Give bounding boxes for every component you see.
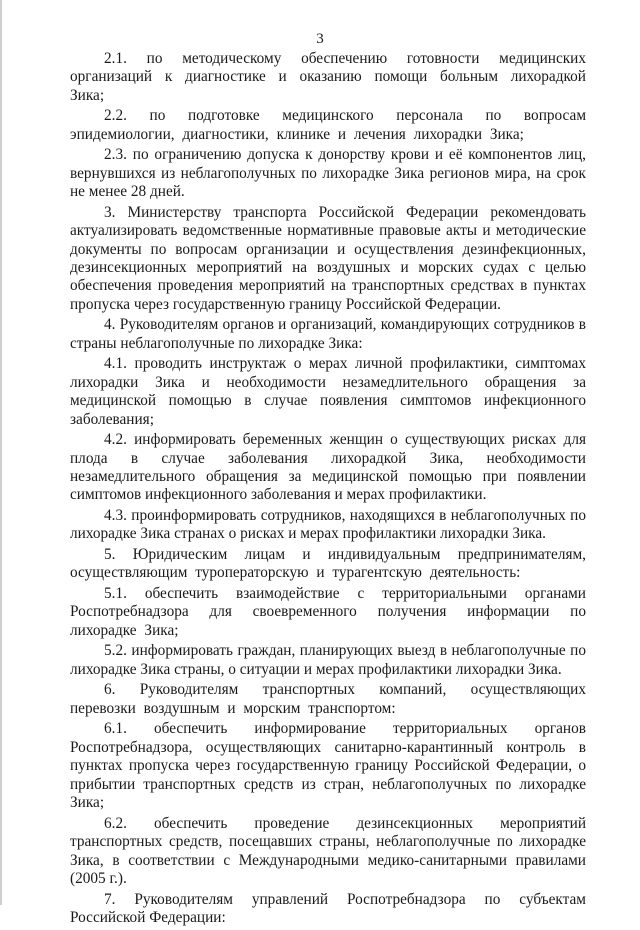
paragraph-2-3: 2.3. по ограничению допуска к донорству крови и её компонентов лиц, вернувшихся из неблагополучных по лихорадке Зика регионов мира, на срок не менее 28 дней. xyxy=(70,146,586,201)
paragraph-7: 7. Руководителям управлений Роспотребнадзора по субъектам Российской Федерации: xyxy=(70,890,586,926)
paragraph-6-2: 6.2. обеспечить проведение дезинсекционных мероприятий транспортных средств, посещавших страны, неблагополучные по лихорадке Зика, в соответствии с Международными медико-санитарными правилами (2005 г.). xyxy=(70,814,586,887)
paragraph-4-3: 4.3. проинформировать сотрудников, находящихся в неблагополучных по лихорадке Зика странах о рисках и мерах профилактики лихорадки Зика. xyxy=(70,507,586,543)
paragraph-4: 4. Руководителям органов и организаций, командирующих сотрудников в страны неблагополучные по лихорадке Зика: xyxy=(70,316,586,352)
page-number: 3 xyxy=(316,31,324,47)
paragraph-2-1: 2.1. по методическому обеспечению готовности медицинских организаций к диагностике и оказанию помощи больным лихорадкой Зика; xyxy=(70,50,586,104)
paragraph-4-2: 4.2. информировать беременных женщин о существующих рисках для плода в случае заболевания лихорадкой Зика, необходимости незамедлительного обращения за медицинской помощью при появлении симптомов инфекционного заболевания и мерах профилактики. xyxy=(70,431,586,504)
paragraph-2-2: 2.2. по подготовке медицинского персонала по вопросам эпидемиологии, диагностики, клинике и лечения лихорадки Зика; xyxy=(70,107,586,143)
scan-edge xyxy=(0,0,2,905)
paragraph-5-1: 5.1. обеспечить взаимодействие с территориальными органами Роспотребнадзора для своевременного получения информации по лихорадке Зика; xyxy=(70,585,586,639)
paragraph-3: 3. Министерству транспорта Российской Федерации рекомендовать актуализировать ведомственные нормативные правовые акты и методические документы по вопросам организации и осуществления дезинфекционных, дезинсекционных мероприятий на воздушных и морских судах с целью обеспечения проведения мероприятий на транспортных средствах в пунктах пропуска через государственную границу Российской Федерации. xyxy=(70,203,586,313)
paragraph-4-1: 4.1. проводить инструктаж о мерах личной профилактики, симптомах лихорадки Зика и необходимости незамедлительного обращения за медицинской помощью в случае появления симптомов инфекционного заболевания; xyxy=(70,355,586,428)
paragraph-5: 5. Юридическим лицам и индивидуальным предпринимателям, осуществляющим туроператорскую и турагентскую деятельность: xyxy=(70,546,586,582)
paragraph-6-1: 6.1. обеспечить информирование территориальных органов Роспотребнадзора, осуществляющих санитарно-карантинный контроль в пунктах пропуска через государственную границу Российской Федерации, о прибытии транспортных средств из стран, неблагополучных по лихорадке Зика; xyxy=(70,720,586,812)
paragraph-5-2: 5.2. информировать граждан, планирующих выезд в неблагополучные по лихорадке Зика страны, о ситуации и мерах профилактики лихорадки Зика. xyxy=(70,642,586,678)
document-body xyxy=(70,50,586,930)
paragraph-6: 6. Руководителям транспортных компаний, осуществляющих перевозки воздушным и морским транспортом: xyxy=(70,681,586,717)
